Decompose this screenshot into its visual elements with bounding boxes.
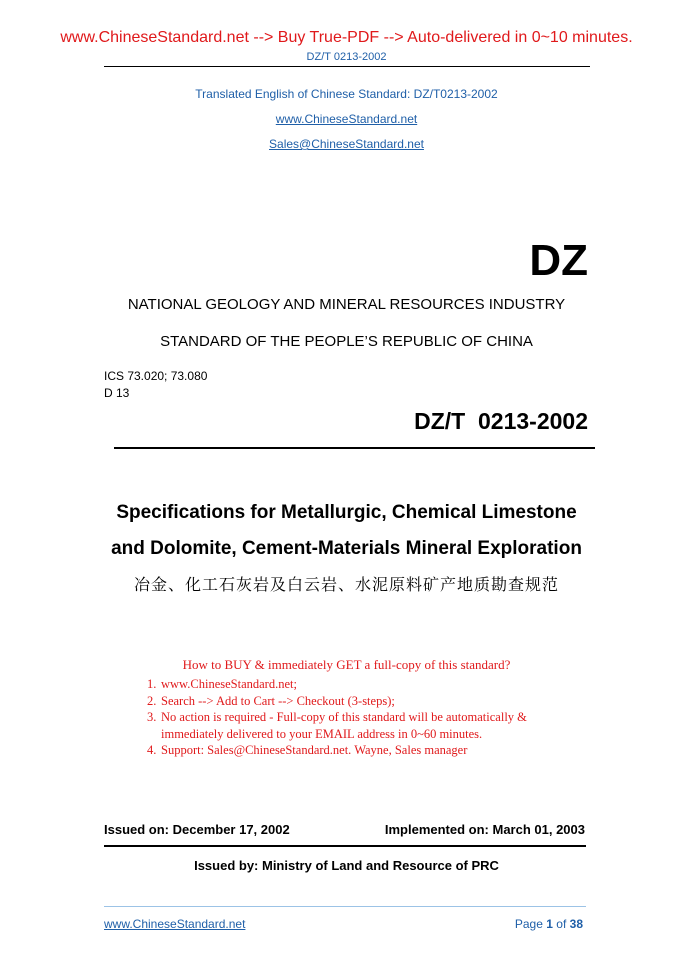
standard-code: DZ — [529, 236, 588, 285]
list-number: 4. — [147, 743, 157, 757]
standard-number: DZ/T 0213-2002 — [414, 408, 588, 434]
issued-by: Issued by: Ministry of Land and Resource of PRC — [194, 858, 499, 873]
list-text: Search --> Add to Cart --> Checkout (3-steps); — [161, 693, 395, 708]
page-total: 38 — [569, 917, 583, 931]
issued-date: Issued on: December 17, 2002 — [104, 822, 290, 837]
list-text: No action is required - Full-copy of this standard will be automatically & — [161, 710, 527, 724]
list-text: Support: Sales@ChineseStandard.net. Wayne, Sales manager — [161, 743, 468, 757]
list-item — [147, 676, 587, 693]
list-item — [147, 709, 587, 742]
dates-divider — [104, 845, 586, 847]
ccs-code: D 13 — [104, 386, 130, 400]
page-current: 1 — [546, 917, 553, 931]
implemented-date: Implemented on: March 01, 2003 — [384, 822, 585, 837]
page-of: of — [556, 917, 567, 931]
buy-heading: How to BUY & immediately GET a full-copy of this standard? — [182, 657, 511, 672]
top-banner[interactable]: www.ChineseStandard.net --> Buy True-PDF --> Auto-delivered in 0~10 minutes. — [60, 29, 633, 46]
industry-line-1: NATIONAL GEOLOGY AND MINERAL RESOURCES INDUSTRY — [127, 296, 566, 313]
buy-steps-list — [147, 676, 587, 759]
page-number — [515, 917, 583, 931]
list-number: 1. — [147, 677, 157, 691]
list-text[interactable]: www.ChineseStandard.net; — [161, 677, 297, 691]
footer-divider — [104, 906, 586, 907]
website-link[interactable]: www.ChineseStandard.net — [275, 112, 418, 126]
list-number: 3. — [147, 710, 157, 724]
list-number: 2. — [147, 693, 157, 708]
industry-line-2: STANDARD OF THE PEOPLE’S REPUBLIC OF CHINA — [160, 333, 533, 350]
footer-website-link[interactable]: www.ChineseStandard.net — [104, 917, 246, 931]
header-doc-id: DZ/T 0213-2002 — [306, 51, 387, 63]
title-en-line-1: Specifications for Metallurgic, Chemical Limestone — [116, 502, 577, 523]
translated-note: Translated English of Chinese Standard: DZ/T0213-2002 — [195, 87, 498, 101]
list-item — [147, 693, 587, 710]
header-divider — [104, 66, 590, 67]
title-en-line-2: and Dolomite, Cement-Materials Mineral Exploration — [111, 538, 582, 559]
title-divider — [114, 447, 595, 449]
page-prefix: Page — [514, 917, 543, 931]
email-link[interactable]: Sales@ChineseStandard.net — [269, 137, 424, 151]
title-cn: 冶金、化工石灰岩及白云岩、水泥原料矿产地质勘查规范 — [133, 575, 559, 594]
ics-code: ICS 73.020; 73.080 — [104, 369, 208, 383]
list-item — [147, 742, 587, 759]
list-text-continued: immediately delivered to your EMAIL address in 0~60 minutes. — [161, 726, 483, 741]
